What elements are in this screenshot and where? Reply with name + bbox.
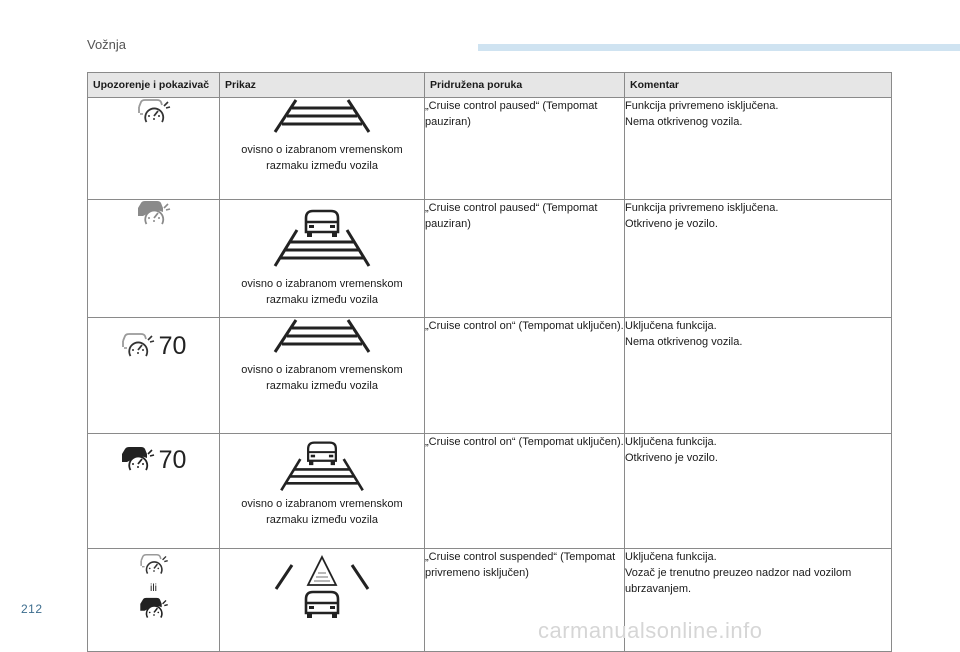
message-cell: „Cruise control suspended“ (Tempomat privremeno isključen)	[425, 549, 625, 652]
cruise-control-filled-grey-icon	[137, 200, 171, 228]
table-row	[88, 549, 892, 652]
table-row	[88, 200, 892, 318]
cruise-control-outline-icon	[137, 98, 171, 126]
indicator-cell	[88, 318, 220, 434]
car-on-lane-icon	[272, 208, 372, 268]
comment-line: Nema otkrivenog vozila.	[625, 336, 743, 348]
message-cell: „Cruise control paused“ (Tempomat pauziran)	[425, 200, 625, 318]
comment-line: Otkriveno je vozilo.	[625, 218, 718, 230]
comment-line: Funkcija privremeno isključena.	[625, 100, 779, 112]
watermark-text: carmanualsonline.info	[538, 618, 763, 643]
display-caption: ovisno o izabranom vremenskom razmaku između vozila	[241, 144, 403, 172]
comment-line: Funkcija privremeno isključena.	[625, 202, 779, 214]
display-caption: ovisno o izabranom vremenskom razmaku između vozila	[241, 498, 403, 526]
display-cell	[220, 200, 425, 318]
lane-lines-icon	[272, 318, 372, 354]
message-cell: „Cruise control on“ (Tempomat uključen).	[425, 434, 625, 549]
display-cell	[220, 98, 425, 200]
car-on-lane-icon	[272, 440, 372, 492]
table-row	[88, 98, 892, 200]
comment-line: Nema otkrivenog vozila.	[625, 116, 743, 128]
cruise-speed-value: 70	[158, 332, 187, 360]
display-caption: ovisno o izabranom vremenskom razmaku između vozila	[241, 278, 403, 306]
driver-override-icon	[272, 555, 372, 621]
column-header: Upozorenje i pokazivač	[88, 73, 220, 98]
comment-cell	[625, 200, 892, 318]
table-header-row	[88, 73, 892, 98]
cruise-control-filled-icon	[139, 597, 169, 621]
cruise-speed-value: 70	[158, 446, 187, 474]
display-cell	[220, 434, 425, 549]
comment-line: Uključena funkcija.	[625, 436, 717, 448]
display-cell	[220, 549, 425, 652]
display-caption: ovisno o izabranom vremenskom razmaku između vozila	[241, 364, 403, 392]
comment-line: Uključena funkcija.	[625, 320, 717, 332]
header-accent-bar	[478, 44, 960, 51]
indicator-cell	[88, 98, 220, 200]
section-title: Vožnja	[87, 37, 127, 52]
page-number: 212	[21, 602, 43, 616]
column-header: Prikaz	[220, 73, 425, 98]
message-cell: „Cruise control on“ (Tempomat uključen).	[425, 318, 625, 434]
display-cell	[220, 318, 425, 434]
message-cell: „Cruise control paused“ (Tempomat pauziran)	[425, 98, 625, 200]
comment-line: Otkriveno je vozilo.	[625, 452, 718, 464]
table-row	[88, 318, 892, 434]
column-header: Pridružena poruka	[425, 73, 625, 98]
cruise-control-outline-icon	[139, 553, 169, 577]
comment-cell	[625, 318, 892, 434]
lane-lines-icon	[272, 98, 372, 134]
column-header: Komentar	[625, 73, 892, 98]
comment-cell	[625, 98, 892, 200]
comment-cell	[625, 434, 892, 549]
or-separator: ili	[150, 582, 157, 594]
table-row	[88, 434, 892, 549]
cruise-control-filled-icon	[121, 446, 155, 474]
indicator-cell	[88, 200, 220, 318]
warning-indicator-table	[87, 72, 892, 652]
indicator-cell	[88, 549, 220, 652]
comment-line: Vozač je trenutno preuzeo nadzor nad vozilom ubrzavanjem.	[625, 567, 852, 595]
cruise-control-outline-icon	[121, 332, 155, 360]
indicator-cell	[88, 434, 220, 549]
comment-line: Uključena funkcija.	[625, 551, 717, 563]
